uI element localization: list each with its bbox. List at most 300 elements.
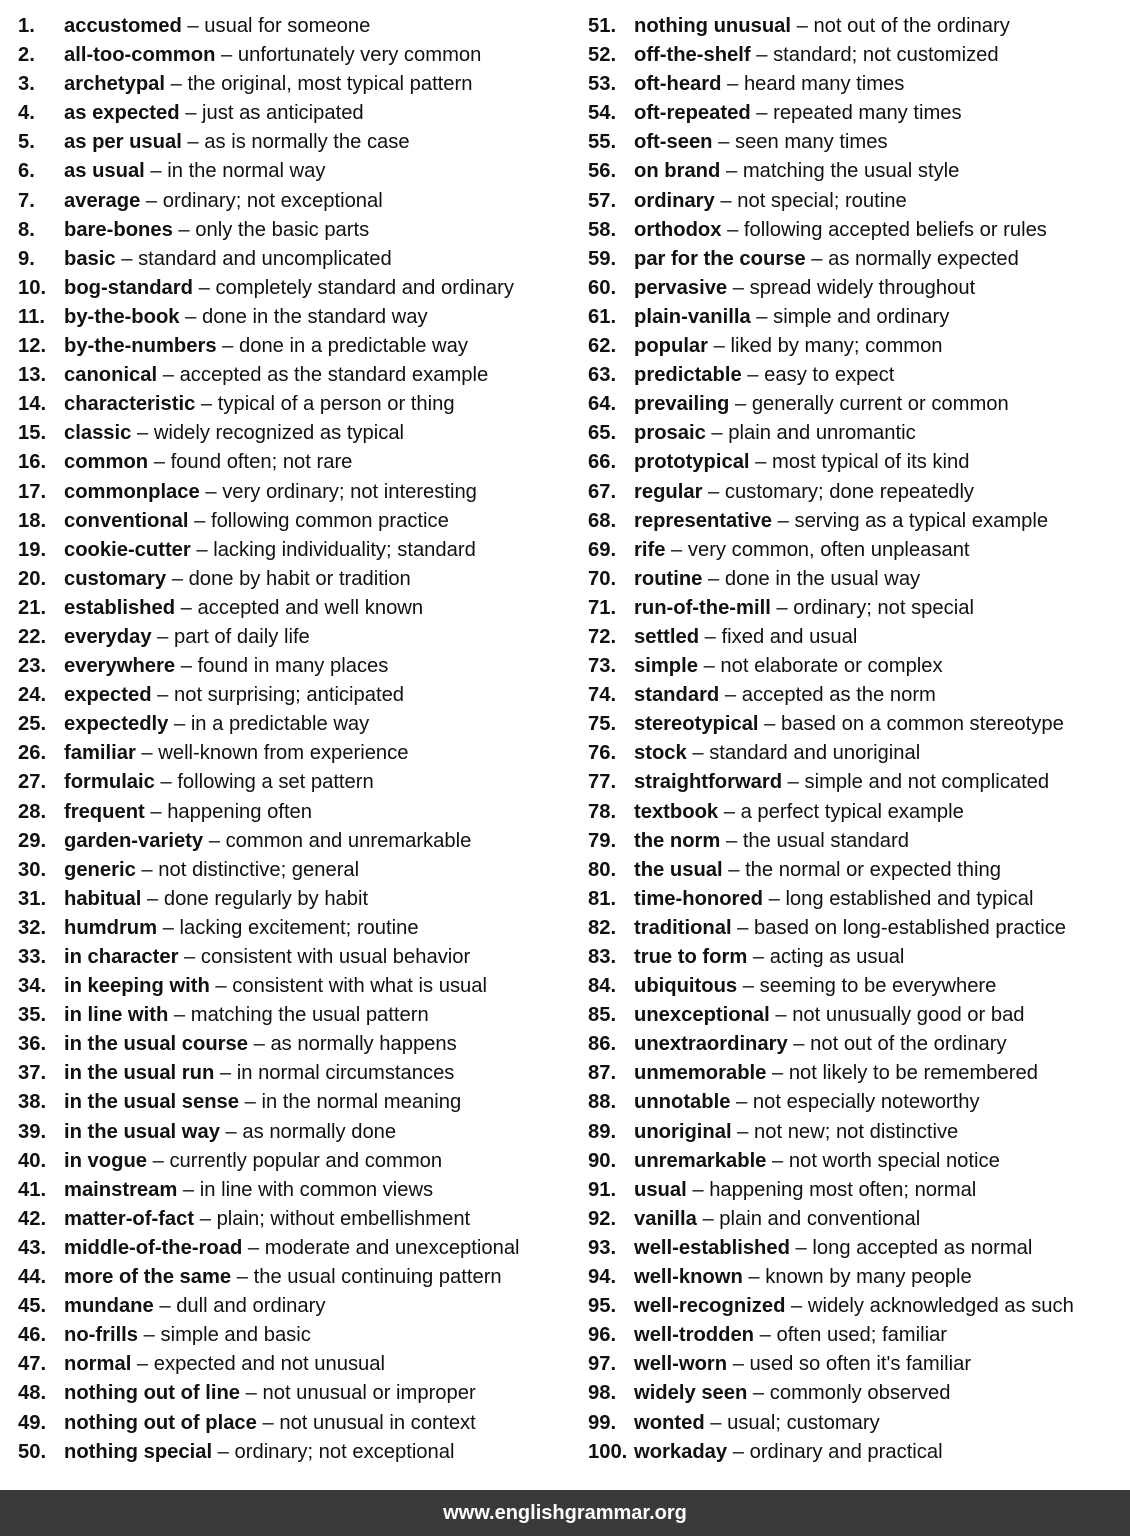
list-item (18, 1176, 578, 1205)
entry-text (634, 70, 904, 99)
list-item (18, 536, 578, 565)
entry-separator: – (730, 1091, 753, 1114)
entry-separator: – (216, 335, 239, 358)
list-item (18, 245, 578, 274)
entry-separator: – (705, 422, 729, 445)
entry-text (634, 419, 916, 448)
entry-text (64, 41, 481, 70)
entry-number: 43. (18, 1236, 47, 1259)
entry-number: 44. (18, 1266, 47, 1289)
entry-text (64, 885, 368, 914)
list-item (18, 710, 578, 739)
list-item (18, 827, 578, 856)
entry-text (634, 448, 969, 477)
entry-number: 37. (18, 1062, 47, 1085)
entry-term: everywhere (64, 655, 176, 678)
entry-number: 60. (588, 276, 617, 299)
entry-term: conventional (64, 509, 189, 532)
entry-text (634, 332, 943, 361)
entry-separator: – (151, 625, 175, 648)
entry-separator: – (135, 742, 159, 765)
entry-term: in the usual run (64, 1062, 215, 1085)
entry-term: stock (634, 742, 687, 765)
entry-number: 69. (588, 538, 617, 561)
entry-term: expectedly (64, 713, 169, 736)
entry-definition: found in many places (197, 655, 389, 678)
entry-separator: – (747, 1382, 770, 1405)
entry-separator: – (175, 596, 198, 619)
entry-number: 13. (18, 364, 47, 387)
entry-definition: consistent with usual behavior (200, 946, 471, 968)
entry-separator: – (727, 1353, 750, 1376)
entry-number: 21. (18, 596, 47, 619)
list-item (588, 507, 1128, 536)
entry-definition: very common, often unpleasant (687, 538, 970, 561)
entry-text (64, 390, 455, 419)
entry-text (64, 274, 514, 303)
entry-text (634, 914, 1066, 943)
entry-number: 48. (18, 1382, 47, 1405)
list-item (588, 245, 1128, 274)
entry-separator: – (154, 771, 178, 794)
entry-separator: – (697, 655, 721, 678)
entry-separator: – (787, 1033, 811, 1056)
list-item (18, 507, 578, 536)
entry-number: 15. (18, 422, 47, 445)
entry-term: well-known (634, 1266, 743, 1289)
entry-text (634, 507, 1048, 536)
entry-separator: – (131, 1353, 154, 1376)
entry-term: all-too-common (64, 44, 216, 67)
entry-term: as expected (64, 102, 180, 125)
entry-term: nothing out of place (64, 1411, 257, 1434)
entry-term: regular (634, 480, 703, 503)
entry-definition: simple and ordinary (773, 305, 950, 328)
entry-definition: not worth special notice (788, 1149, 1000, 1172)
entry-definition: following accepted beliefs or rules (743, 218, 1047, 241)
entry-definition: spread widely throughout (749, 276, 976, 299)
entry-text (64, 1321, 311, 1350)
list-item (18, 1001, 578, 1030)
entry-term: humdrum (64, 916, 158, 939)
entry-term: vanilla (634, 1207, 697, 1230)
entry-definition: widely acknowledged as such (807, 1295, 1074, 1318)
entry-separator: – (138, 1324, 161, 1347)
entry-definition: commonly observed (769, 1382, 951, 1405)
entry-separator: – (665, 538, 688, 561)
entry-term: unexceptional (634, 1004, 770, 1027)
entry-text (634, 856, 1001, 885)
entry-definition: lacking individuality; standard (213, 538, 476, 561)
entry-separator: – (168, 1004, 191, 1027)
entry-separator: – (791, 15, 814, 37)
entry-definition: seeming to be everywhere (759, 975, 997, 998)
entry-definition: accepted as the standard example (179, 364, 489, 387)
list-item (18, 1234, 578, 1263)
entry-separator: – (144, 160, 168, 183)
list-item (588, 972, 1128, 1001)
entry-text (64, 710, 369, 739)
entry-separator: – (153, 1295, 177, 1318)
entry-text (64, 1088, 461, 1117)
entry-separator: – (708, 335, 731, 358)
entry-term: unnotable (634, 1091, 731, 1114)
entry-text (64, 12, 370, 41)
entry-term: matter-of-fact (64, 1207, 195, 1230)
entry-text (64, 448, 352, 477)
entry-number: 62. (588, 335, 617, 358)
entry-definition: following a set pattern (177, 771, 374, 794)
entry-separator: – (720, 160, 743, 183)
entry-separator: – (240, 1382, 263, 1405)
entry-separator: – (141, 887, 164, 910)
entry-term: common (64, 451, 149, 474)
entry-separator: – (151, 684, 174, 707)
entry-term: ordinary (634, 189, 715, 212)
entry-term: off-the-shelf (634, 44, 751, 67)
entry-term: canonical (64, 364, 158, 387)
entry-term: standard (634, 684, 720, 707)
entry-term: middle-of-the-road (64, 1236, 243, 1259)
entry-term: traditional (634, 916, 732, 939)
entry-text (64, 972, 487, 1001)
entry-term: mainstream (64, 1178, 178, 1201)
list-item (588, 1438, 1128, 1467)
entry-number: 18. (18, 509, 47, 532)
list-item (588, 710, 1128, 739)
entry-separator: – (214, 1062, 237, 1085)
entry-definition: not special; routine (737, 189, 907, 212)
list-item (588, 623, 1128, 652)
entry-definition: not unusual in context (279, 1411, 476, 1434)
list-item (588, 1321, 1128, 1350)
entry-separator: – (144, 800, 168, 823)
entry-separator: – (702, 480, 725, 503)
entry-definition: lacking excitement; routine (179, 916, 419, 939)
entry-term: customary (64, 567, 167, 590)
entry-term: in the usual sense (64, 1091, 240, 1114)
list-item (18, 1147, 578, 1176)
entry-text (64, 856, 359, 885)
entry-text (634, 1263, 972, 1292)
entry-text (634, 739, 920, 768)
entry-separator: – (729, 393, 752, 416)
entry-number: 78. (588, 800, 617, 823)
entry-text (634, 390, 1009, 419)
entry-number: 39. (18, 1120, 47, 1143)
entry-term: oft-heard (634, 73, 722, 96)
entry-number: 83. (588, 946, 617, 968)
entry-definition: generally current or common (751, 393, 1009, 416)
entry-term: commonplace (64, 480, 200, 503)
entry-separator: – (115, 247, 139, 270)
entry-separator: – (782, 771, 805, 794)
entry-term: in the usual course (64, 1033, 248, 1056)
list-item (588, 448, 1128, 477)
entry-text (634, 594, 974, 623)
entry-number: 8. (18, 218, 35, 241)
entry-term: well-recognized (634, 1295, 786, 1318)
entry-separator: – (194, 1207, 217, 1230)
entry-text (64, 914, 419, 943)
list-item (18, 99, 578, 128)
list-item (588, 274, 1128, 303)
entry-definition: a perfect typical example (740, 800, 964, 823)
entry-separator: – (179, 102, 203, 125)
entry-term: nothing unusual (634, 15, 791, 37)
entry-term: in character (64, 946, 179, 968)
entry-number: 92. (588, 1207, 617, 1230)
entry-separator: – (741, 364, 765, 387)
entry-number: 38. (18, 1091, 47, 1114)
entry-separator: – (203, 829, 226, 852)
entry-term: everyday (64, 625, 152, 648)
entry-separator: – (212, 1440, 235, 1463)
entry-definition: based on a common stereotype (781, 713, 1064, 736)
entry-definition: as is normally the case (204, 131, 410, 154)
entry-term: pervasive (634, 276, 728, 299)
entry-term: as usual (64, 160, 145, 183)
list-item (18, 1379, 578, 1408)
entry-definition: known by many people (765, 1266, 972, 1289)
entry-term: widely seen (634, 1382, 748, 1405)
entry-number: 56. (588, 160, 617, 183)
entry-text (634, 1379, 950, 1408)
entry-number: 23. (18, 655, 47, 678)
list-item (18, 70, 578, 99)
entry-number: 68. (588, 509, 617, 532)
entry-separator: – (686, 742, 710, 765)
entry-number: 71. (588, 596, 617, 619)
entry-text (634, 1234, 1032, 1263)
entry-separator: – (247, 1033, 271, 1056)
list-item (18, 1409, 578, 1438)
entry-text (634, 1409, 880, 1438)
entry-text (634, 827, 909, 856)
entry-term: by-the-book (64, 305, 180, 328)
entry-definition: the usual continuing pattern (253, 1266, 502, 1289)
entry-term: prosaic (634, 422, 706, 445)
entry-separator: – (175, 655, 198, 678)
entry-separator: – (702, 567, 725, 590)
entry-number: 45. (18, 1295, 47, 1318)
entry-definition: in normal circumstances (236, 1062, 455, 1085)
list-item (588, 1350, 1128, 1379)
entry-number: 9. (18, 247, 35, 270)
list-item (588, 1147, 1128, 1176)
entry-separator: – (769, 1004, 793, 1027)
entry-number: 17. (18, 480, 47, 503)
entry-text (634, 972, 996, 1001)
entry-definition: not distinctive; general (158, 858, 360, 881)
entry-number: 29. (18, 829, 47, 852)
entry-number: 10. (18, 276, 47, 299)
entry-text (634, 623, 857, 652)
entry-text (64, 536, 476, 565)
entry-text (64, 361, 488, 390)
entry-number: 6. (18, 160, 35, 183)
entry-definition: widely recognized as typical (153, 422, 405, 445)
entry-definition: as normally happens (270, 1033, 457, 1056)
entry-term: run-of-the-mill (634, 596, 771, 619)
entry-term: frequent (64, 800, 145, 823)
entry-term: basic (64, 247, 116, 270)
entry-text (634, 1059, 1038, 1088)
entry-separator: – (135, 858, 159, 881)
entry-number: 72. (588, 625, 617, 648)
entry-term: settled (634, 625, 700, 648)
entry-term: unmemorable (634, 1062, 767, 1085)
list-item (588, 1292, 1128, 1321)
entry-number: 88. (588, 1091, 617, 1114)
entry-number: 81. (588, 887, 617, 910)
entry-definition: often used; familiar (776, 1324, 948, 1347)
entry-text (64, 1263, 502, 1292)
entry-text (64, 187, 383, 216)
entry-text (64, 1030, 457, 1059)
entry-term: in vogue (64, 1149, 147, 1172)
entry-definition: happening often (167, 800, 313, 823)
entry-separator: – (750, 102, 774, 125)
entry-number: 96. (588, 1324, 617, 1347)
list-item (18, 128, 578, 157)
entry-number: 49. (18, 1411, 47, 1434)
entry-definition: not surprising; anticipated (173, 684, 405, 707)
entry-number: 31. (18, 887, 47, 910)
entry-separator: – (192, 276, 216, 299)
entry-term: established (64, 596, 176, 619)
entry-term: oft-repeated (634, 102, 751, 125)
entry-number: 54. (588, 102, 617, 125)
list-item (588, 1379, 1128, 1408)
entry-separator: – (742, 1266, 766, 1289)
entry-number: 90. (588, 1149, 617, 1172)
list-item (588, 594, 1128, 623)
entry-text (64, 565, 411, 594)
entry-definition: done in a predictable way (239, 335, 468, 358)
list-item (18, 332, 578, 361)
list-item (588, 856, 1128, 885)
list-item (588, 1118, 1128, 1147)
entry-text (64, 216, 369, 245)
entry-text (64, 1350, 385, 1379)
entry-text (634, 1088, 980, 1117)
entry-definition: ordinary; not exceptional (234, 1440, 455, 1463)
entry-definition: happening most often; normal (709, 1178, 977, 1201)
list-item (18, 1030, 578, 1059)
entry-text (64, 1234, 520, 1263)
entry-separator: – (148, 451, 171, 474)
entry-definition: seen many times (734, 131, 888, 154)
entry-term: oft-seen (634, 131, 713, 154)
list-item (588, 332, 1128, 361)
entry-number: 99. (588, 1411, 617, 1434)
entry-definition: standard and uncomplicated (138, 247, 392, 270)
entry-term: nothing special (64, 1440, 213, 1463)
entry-text (634, 885, 1033, 914)
entry-definition: not likely to be remembered (788, 1062, 1038, 1085)
entry-term: habitual (64, 887, 142, 910)
entry-term: accustomed (64, 15, 182, 37)
entry-definition: plain and conventional (719, 1207, 921, 1230)
entry-separator: – (766, 1062, 789, 1085)
entry-number: 80. (588, 858, 617, 881)
list-item (588, 361, 1128, 390)
list-item (18, 361, 578, 390)
entry-definition: unfortunately very common (237, 44, 482, 67)
entry-separator: – (195, 393, 218, 416)
entry-term: no-frills (64, 1324, 139, 1347)
entry-text (634, 1001, 1025, 1030)
entry-definition: common and unremarkable (225, 829, 472, 852)
list-item (18, 216, 578, 245)
entry-text (634, 652, 943, 681)
entry-term: cookie-cutter (64, 538, 191, 561)
entry-text (64, 1147, 442, 1176)
entry-separator: – (239, 1091, 262, 1114)
entry-term: formulaic (64, 771, 155, 794)
list-item (588, 1059, 1128, 1088)
list-item (18, 972, 578, 1001)
entry-separator: – (215, 44, 238, 67)
list-item (18, 448, 578, 477)
entry-text (634, 943, 904, 972)
list-item (588, 739, 1128, 768)
entry-number: 66. (588, 451, 617, 474)
entry-term: characteristic (64, 393, 196, 416)
entry-term: predictable (634, 364, 742, 387)
entry-text (634, 216, 1047, 245)
entry-text (634, 478, 974, 507)
entry-text (634, 536, 970, 565)
entry-number: 22. (18, 625, 47, 648)
list-item (588, 419, 1128, 448)
list-item (18, 768, 578, 797)
list-item (18, 652, 578, 681)
entry-number: 26. (18, 742, 47, 765)
list-item (588, 798, 1128, 827)
entry-separator: – (750, 305, 774, 328)
entry-term: garden-variety (64, 829, 204, 852)
entry-separator: – (165, 73, 188, 96)
list-item (18, 1118, 578, 1147)
entry-term: nothing out of line (64, 1382, 241, 1405)
list-item (588, 1234, 1128, 1263)
list-item (18, 1321, 578, 1350)
entry-text (64, 245, 392, 274)
entry-term: archetypal (64, 73, 165, 96)
entry-number: 94. (588, 1266, 617, 1289)
entry-text (634, 157, 959, 186)
entry-separator: – (789, 1236, 813, 1259)
list-item (18, 419, 578, 448)
entry-term: wonted (634, 1411, 705, 1434)
entry-separator: – (140, 189, 163, 212)
entry-definition: done in the usual way (724, 567, 921, 590)
entry-separator: – (699, 625, 722, 648)
entry-number: 50. (18, 1440, 47, 1463)
list-item (18, 856, 578, 885)
entry-definition: long accepted as normal (812, 1236, 1033, 1259)
entry-definition: serving as a typical example (794, 509, 1049, 532)
list-item (18, 157, 578, 186)
entry-separator: – (179, 305, 202, 328)
entry-separator: – (770, 596, 794, 619)
entry-number: 2. (18, 44, 35, 67)
entry-text (634, 1030, 1007, 1059)
list-item (588, 157, 1128, 186)
entry-separator: – (805, 247, 829, 270)
